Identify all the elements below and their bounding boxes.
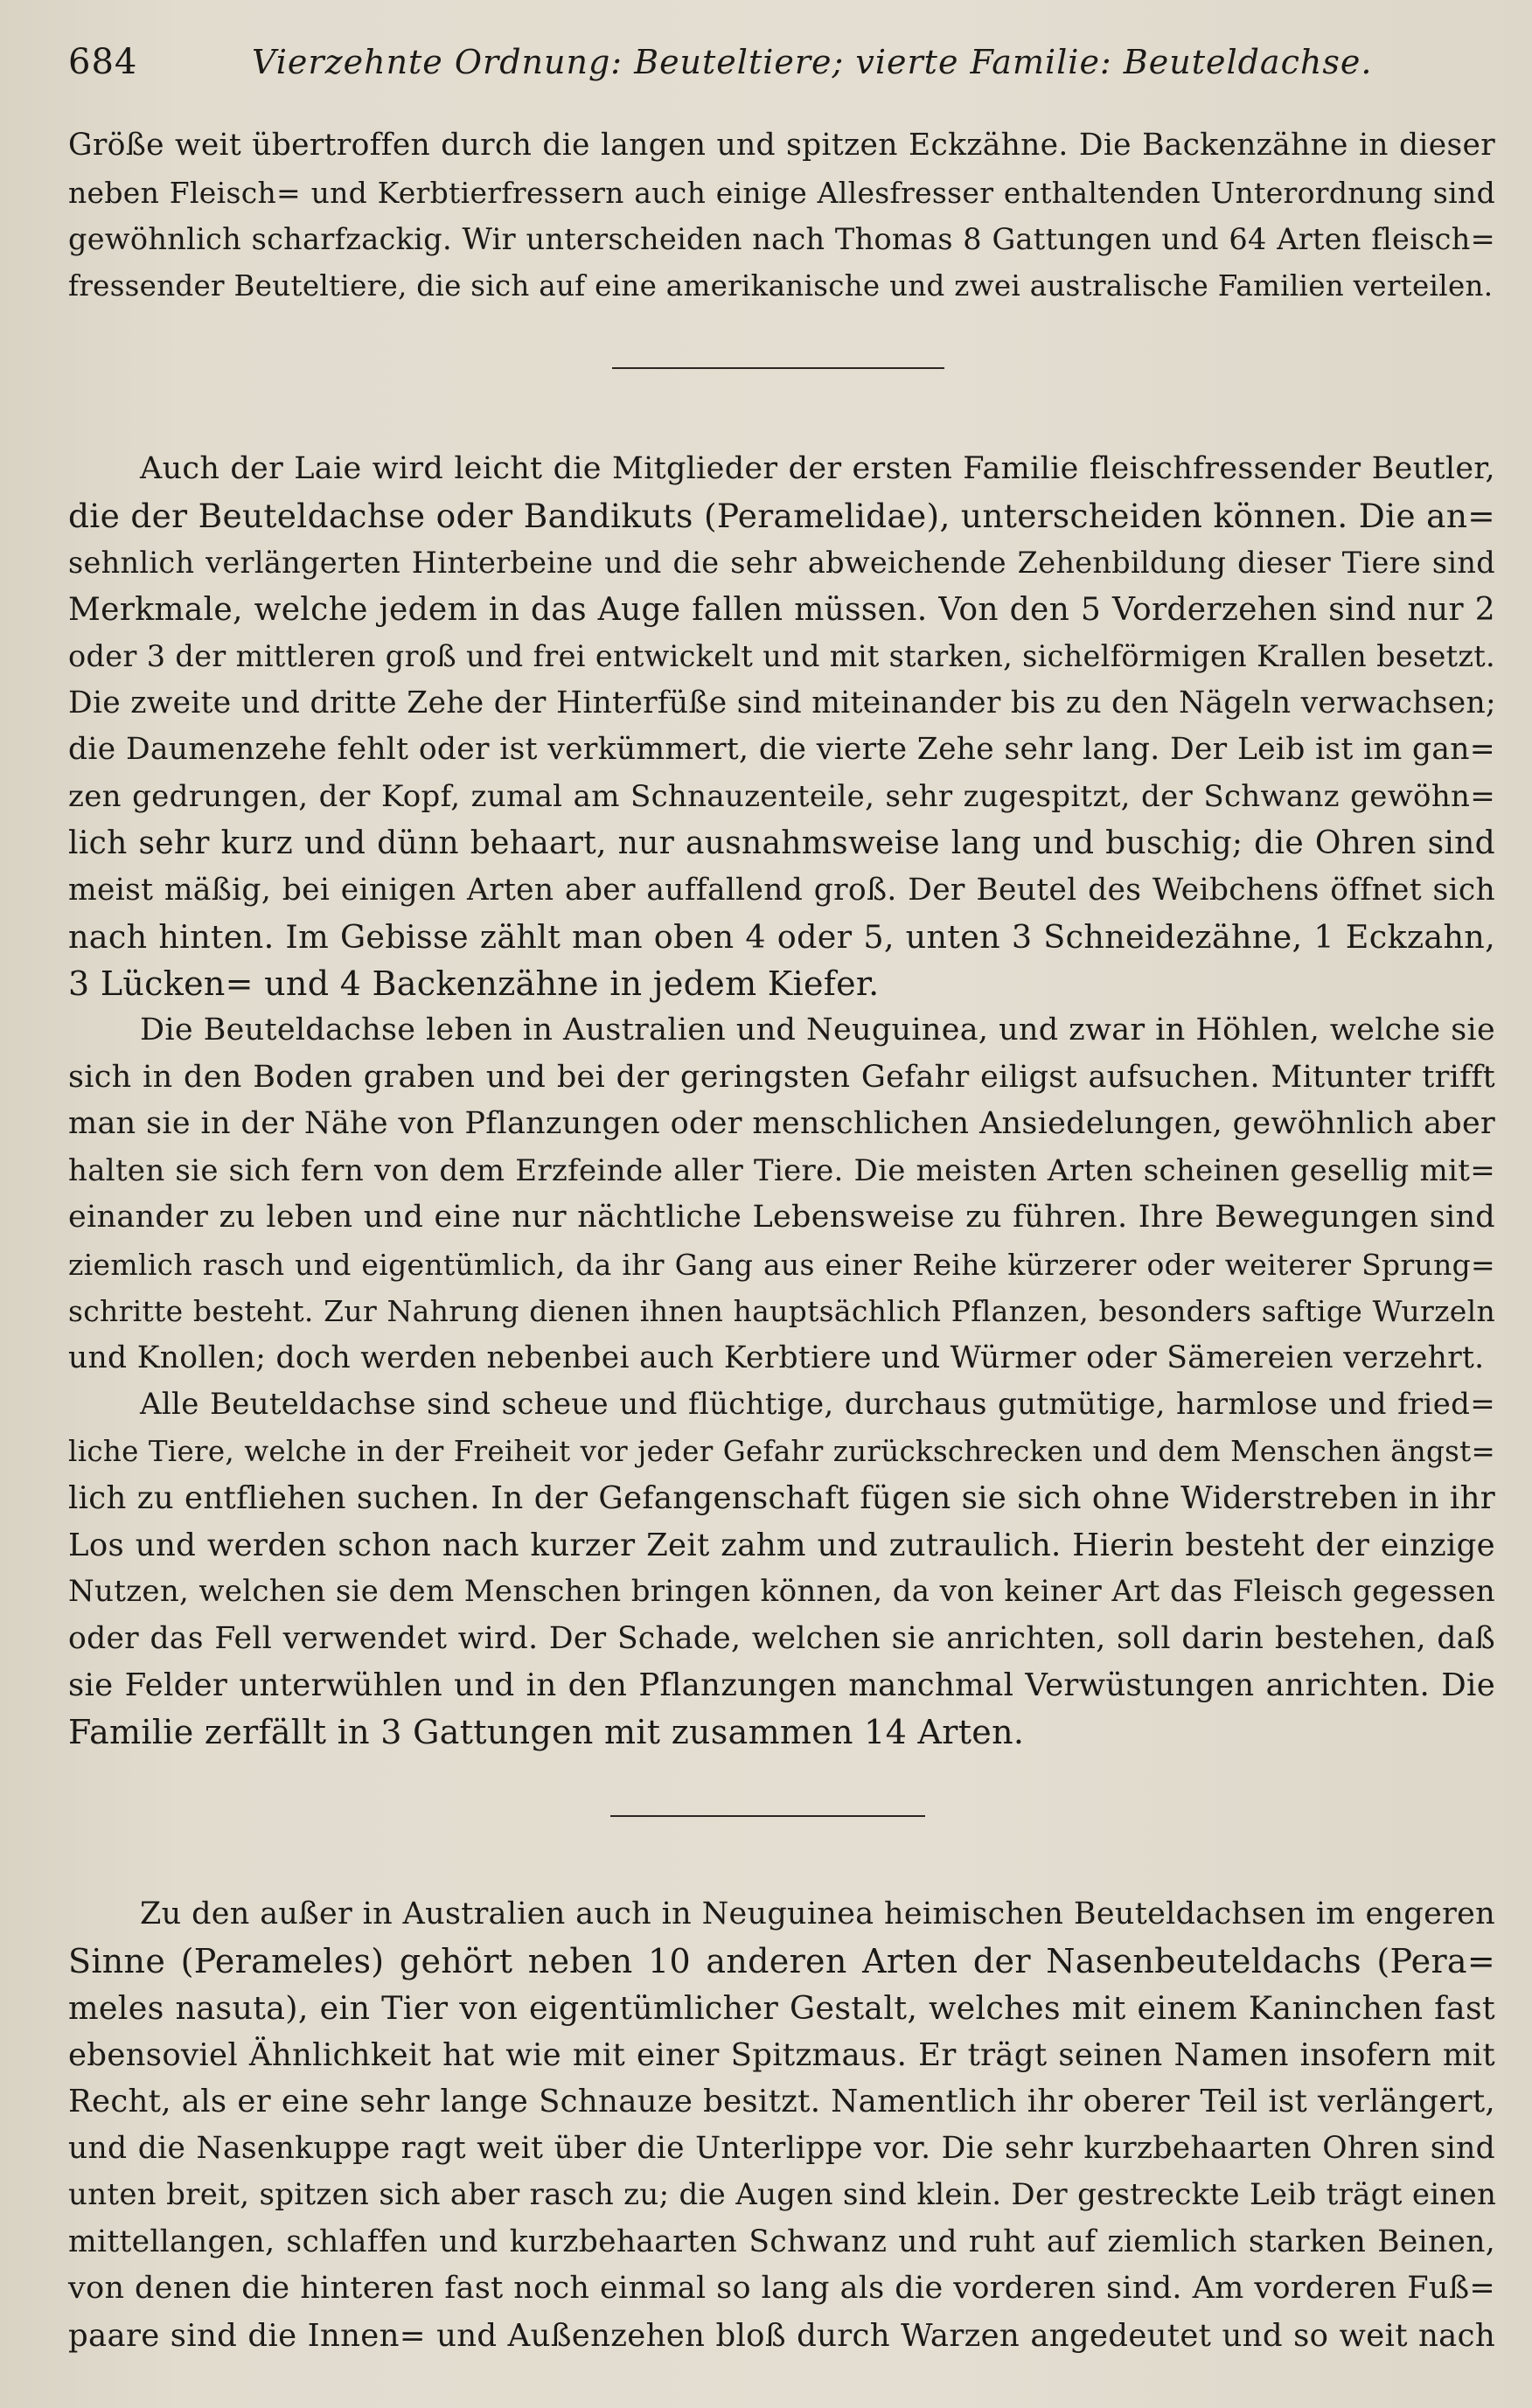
text-line: schritte besteht. Zur Nahrung dienen ihnen hauptsächlich Pflanzen, besonders saftige Wurzeln: [68, 1294, 1495, 1328]
text-line: ziemlich rasch und eigentümlich, da ihr Gang aus einer Reihe kürzerer oder weiterer Sprung=: [68, 1247, 1495, 1282]
text-line: ebensoviel Ähnlichkeit hat wie mit einer Spitzmaus. Er trägt seinen Namen insofern mit: [68, 2036, 1495, 2073]
text-line: sehnlich verlängerten Hinterbeine und die sehr abweichende Zehenbildung dieser Tiere sind: [68, 546, 1495, 580]
species-description: [68, 1891, 1495, 2359]
text-line: Die Beuteldachse leben in Australien und Neuguinea, und zwar in Höhlen, welche sie: [140, 1013, 1495, 1047]
text-line: fressender Beuteltiere, die sich auf eine amerikanische und zwei australische Familien verteilen.: [68, 268, 1494, 303]
text-line: Familie zerfällt in 3 Gattungen mit zusammen 14 Arten.: [68, 1712, 1025, 1751]
text-line: man sie in der Nähe von Pflanzungen oder menschlichen Ansiedelungen, gewöhnlich aber: [68, 1106, 1495, 1141]
text-line: sie Felder unterwühlen und in den Pflanzungen manchmal Verwüstungen anrichten. Die: [68, 1667, 1495, 1703]
text-line: meist mäßig, bei einigen Arten aber auffallend groß. Der Beutel des Weibchens öffnet sich: [68, 872, 1495, 908]
text-line: einander zu leben und eine nur nächtliche Lebensweise zu führen. Ihre Bewegungen sind: [68, 1200, 1495, 1235]
text-line: von denen die hinteren fast noch einmal so lang als die vorderen sind. Am vorderen Fuß=: [68, 2271, 1495, 2306]
text-line: und Knollen; doch werden nebenbei auch Kerbtiere und Würmer oder Sämereien verzehrt.: [68, 1340, 1485, 1375]
running-head: Vierzehnte Ordnung: Beuteltiere; vierte Familie: Beuteldachse.: [252, 43, 1373, 81]
text-line: lich sehr kurz und dünn behaart, nur ausnahmsweise lang und buschig; die Ohren sind: [68, 825, 1495, 861]
page-header: [68, 42, 1480, 87]
text-line: die der Beuteldachse oder Bandikuts (Peramelidae), unterscheiden können. Die an=: [68, 496, 1495, 535]
text-line: halten sie sich fern von dem Erzfeinde aller Tiere. Die meisten Arten scheinen gesellig mit=: [68, 1152, 1495, 1188]
text-line: Recht, als er eine sehr lange Schnauze besitzt. Namentlich ihr oberer Teil ist verlängert,: [68, 2084, 1495, 2119]
text-line: Sinne (Perameles) gehört neben 10 anderen Arten der Nasenbeuteldachs (Pera=: [68, 1941, 1495, 1980]
text-line: gewöhnlich scharfzackig. Wir unterscheiden nach Thomas 8 Gattungen und 64 Arten fleisch=: [68, 222, 1495, 256]
text-line: neben Fleisch= und Kerbtierfressern auch einige Allesfresser enthaltenden Unterordnung sind: [68, 175, 1495, 210]
section-divider: [610, 1815, 925, 1817]
text-line: 3 Lücken= und 4 Backenzähne in jedem Kiefer.: [68, 964, 880, 1003]
text-line: Größe weit übertroffen durch die langen und spitzen Eckzähne. Die Backenzähne in dieser: [68, 128, 1495, 163]
text-line: meles nasuta), ein Tier von eigentümlicher Gestalt, welches mit einem Kaninchen fast: [68, 1989, 1495, 2027]
text-line: die Daumenzehe fehlt oder ist verkümmert, die vierte Zehe sehr lang. Der Leib ist im gan=: [68, 732, 1495, 767]
text-line: Zu den außer in Australien auch in Neuguinea heimischen Beuteldachsen im engeren: [140, 1896, 1495, 1931]
family-description: [68, 446, 1495, 1756]
page-number: 684: [68, 42, 138, 82]
text-line: Los und werden schon nach kurzer Zeit zahm und zutraulich. Hierin besteht der einzige: [68, 1527, 1495, 1563]
text-line: Die zweite und dritte Zehe der Hinterfüße sind miteinander bis zu den Nägeln verwachsen;: [68, 685, 1496, 720]
text-line: und die Nasenkuppe ragt weit über die Unterlippe vor. Die sehr kurzbehaarten Ohren sind: [68, 2130, 1495, 2166]
text-line: Nutzen, welchen sie dem Menschen bringen können, da von keiner Art das Fleisch gegessen: [68, 1574, 1495, 1609]
text-line: lich zu entfliehen suchen. In der Gefangenschaft fügen sie sich ohne Widerstreben in ihr: [68, 1480, 1495, 1516]
text-line: Auch der Laie wird leicht die Mitglieder der ersten Familie fleischfressender Beutler,: [140, 451, 1495, 486]
section-divider: [612, 367, 944, 369]
text-line: mittellangen, schlaffen und kurzbehaarten Schwanz und ruht auf ziemlich starken Beinen,: [68, 2224, 1495, 2259]
text-line: liche Tiere, welche in der Freiheit vor jeder Gefahr zurückschrecken und dem Menschen ängst=: [68, 1434, 1495, 1468]
text-line: oder 3 der mittleren groß und frei entwickelt und mit starken, sichelförmigen Krallen besetzt.: [68, 639, 1495, 673]
text-line: Alle Beuteldachse sind scheue und flüchtige, durchaus gutmütige, harmlose und fried=: [140, 1387, 1495, 1422]
text-line: paare sind die Innen= und Außenzehen bloß durch Warzen angedeutet und so weit nach: [68, 2317, 1495, 2354]
text-line: zen gedrungen, der Kopf, zumal am Schnauzenteile, sehr zugespitzt, der Schwanz gewöhn=: [68, 778, 1495, 814]
text-line: sich in den Boden graben und bei der geringsten Gefahr eiligst aufsuchen. Mitunter trifft: [68, 1059, 1495, 1095]
text-line: unten breit, spitzen sich aber rasch zu; die Augen sind klein. Der gestreckte Leib trägt einen: [68, 2177, 1497, 2212]
text-line: oder das Fell verwendet wird. Der Schade, welchen sie anrichten, soll darin bestehen, daß: [68, 1620, 1495, 1656]
text-line: Merkmale, welche jedem in das Auge fallen müssen. Von den 5 Vorderzehen sind nur 2: [68, 591, 1495, 628]
text-line: nach hinten. Im Gebisse zählt man oben 4 oder 5, unten 3 Schneidezähne, 1 Eckzahn,: [68, 918, 1495, 956]
paragraph-continuation: [68, 122, 1495, 310]
